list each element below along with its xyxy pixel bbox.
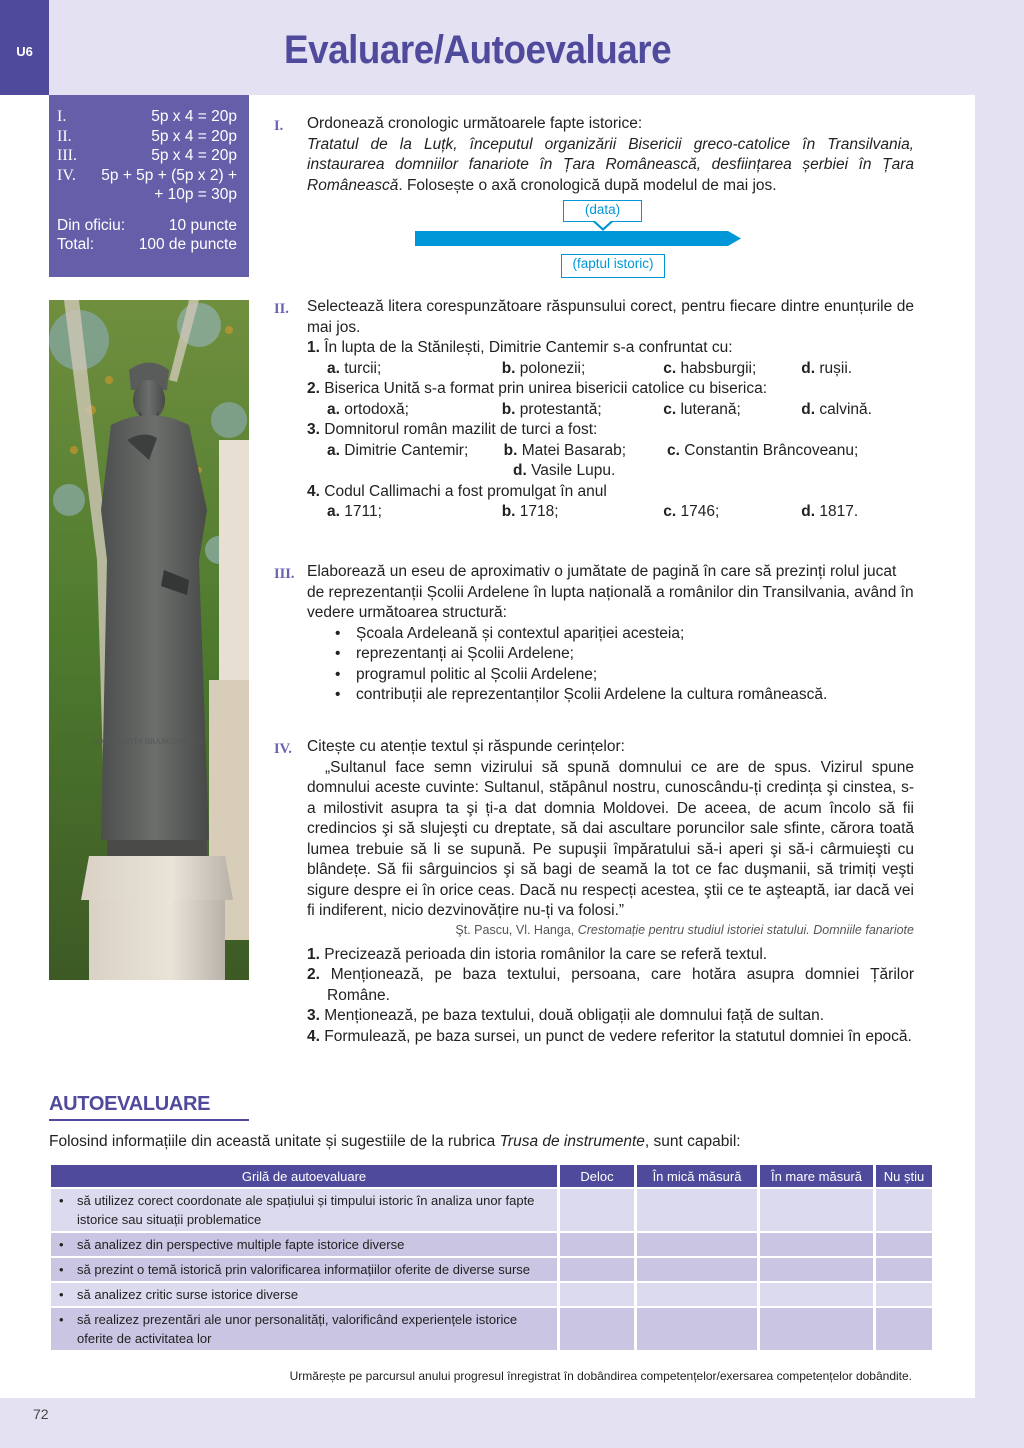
cell-deloc[interactable] (560, 1258, 634, 1281)
timeline-fact-box: (faptul istoric) (561, 254, 665, 278)
option-d[interactable]: d. Vasile Lupu. (513, 462, 616, 479)
question: 4. Codul Callimachi a fost promulgat în anul (307, 482, 607, 500)
page-number: 72 (33, 1406, 49, 1422)
option-c[interactable]: c. luterană; (663, 400, 741, 418)
din-oficiu-label: Din oficiu: (57, 216, 126, 234)
exercise-number: IV. (274, 741, 292, 757)
option-a[interactable]: a. turcii; (327, 359, 382, 377)
cell-deloc[interactable] (560, 1233, 634, 1256)
task-list (307, 945, 914, 1048)
criterion: • să analizez din perspective multiple fapte istorice diverse (51, 1233, 557, 1256)
option-d[interactable]: d. calvină. (801, 400, 872, 418)
task: 4. Formulează, pe baza sursei, un punct de vedere referitor la statutul domniei în epocă. (307, 1027, 912, 1045)
option-b[interactable]: b. polonezii; (501, 359, 586, 377)
option-a[interactable]: a. Dimitrie Cantemir; (327, 441, 469, 459)
autoevaluare-heading: AUTOEVALUARE (49, 1093, 211, 1115)
facts-tail: . Folosește o axă cronologică după modelul de mai jos. (398, 176, 777, 194)
points-label: I. (57, 108, 67, 125)
exercise-number: I. (274, 118, 284, 134)
option-c[interactable]: c. Constantin Brâncoveanu; (667, 441, 859, 459)
answer-options (327, 359, 914, 380)
column-header-nu-stiu: Nu știu (876, 1165, 932, 1187)
answer-options (327, 502, 914, 523)
option-c[interactable]: c. 1746; (663, 503, 720, 520)
cell-mare-masura[interactable] (760, 1308, 873, 1350)
source-citation: Şt. Pascu, Vl. Hanga, Crestomație pentru studiul istoriei statului. Domniile fanariote (455, 922, 914, 937)
unit-tab (0, 0, 49, 95)
question: 2. Biserica Unită s-a format prin unirea bisericii catolice cu biserica: (307, 380, 768, 397)
points-row (57, 166, 237, 186)
exercise-instruction: Citește cu atenție textul și răspunde cerințelor: (307, 738, 625, 755)
pedestal-inscription: CONSTANTIN BRANCOVEANU (92, 737, 206, 746)
points-row-continuation (57, 185, 237, 205)
page-title: Evaluare/Autoevaluare (284, 28, 672, 72)
exercise-instruction: Elaborează un eseu de aproximativ o jumătate de pagină în care să prezinți rolul jucat de reprezentanții Școlii Ardelene în lupta națională a românilor din Transilvania, având în vedere următoarea structură: (307, 563, 914, 621)
cell-nu-stiu[interactable] (876, 1233, 932, 1256)
list-item: • programul politic al Școlii Ardelene; (335, 665, 914, 686)
list-item: • reprezentanți ai Școlii Ardelene; (335, 644, 914, 665)
question-list (307, 338, 914, 523)
cell-mica-masura[interactable] (637, 1189, 757, 1231)
points-row (57, 107, 237, 127)
cell-nu-stiu[interactable] (876, 1258, 932, 1281)
option-a[interactable]: a. ortodoxă; (327, 400, 409, 418)
points-value: 5p x 4 = 20p (151, 147, 237, 164)
criterion: • să analizez critic surse istorice diverse (51, 1283, 557, 1306)
exercise-3 (274, 562, 914, 706)
cell-mica-masura[interactable] (637, 1233, 757, 1256)
statue-image (49, 300, 249, 980)
timeline-arrow (415, 231, 741, 246)
timeline-date-box: (data) (563, 200, 642, 222)
option-a[interactable]: a. 1711; (327, 503, 382, 520)
criterion: • să utilizez corect coordonate ale spațiului și timpului istoric în analiza unor fapte istorice sau situații problematice (51, 1189, 557, 1231)
table-row (51, 1308, 932, 1350)
autoevaluare-intro: Folosind informațiile din această unitate și sugestiile de la rubrica Trusa de instrumente, sunt capabil: (49, 1133, 741, 1150)
points-label: III. (57, 147, 77, 164)
table-row (51, 1233, 932, 1256)
statue-photo (49, 300, 249, 980)
cell-mica-masura[interactable] (637, 1283, 757, 1306)
column-header-mare-masura: În mare măsură (760, 1165, 873, 1187)
option-d[interactable]: d. 1817. (801, 503, 859, 520)
exercise-number: III. (274, 566, 295, 582)
self-assessment-grid (48, 1163, 935, 1352)
option-c[interactable]: c. habsburgii; (663, 359, 757, 377)
points-value: 5p + 5p + (5p x 2) + (101, 166, 237, 184)
footer-note: Urmărește pe parcursul anului progresul înregistrat în dobândirea competențelor/exersarea competențelor dobândite. (289, 1369, 912, 1383)
answer-options (327, 441, 914, 462)
cell-mare-masura[interactable] (760, 1258, 873, 1281)
cell-nu-stiu[interactable] (876, 1308, 932, 1350)
column-header-criteria: Grilă de autoevaluare (51, 1165, 557, 1187)
exercise-2 (274, 297, 914, 523)
cell-deloc[interactable] (560, 1283, 634, 1306)
points-value: + 10p = 30p (154, 186, 237, 203)
cell-mare-masura[interactable] (760, 1283, 873, 1306)
points-label: II. (57, 127, 72, 145)
points-box (49, 95, 249, 277)
total-value: 100 de puncte (138, 236, 237, 253)
total-label: Total: (57, 236, 95, 253)
exercise-instruction: Ordonează cronologic următoarele fapte istorice: (307, 115, 643, 132)
exercise-instruction: Selectează litera corespunzătoare răspunsului corect, pentru fiecare dintre enunțurile de mai jos. (307, 298, 914, 336)
source-quote: „Sultanul face semn vizirului să spună domnului ce are de spus. Vizirul spune domnului aceste cuvinte: Sultanul, stăpânul nostru, cunoscându-ți credința şi cinstea, s-a milostivit asupra ta şi ți-a dat domnia Moldovei. De aceea, de acum încolo să fii credincios şi să slujeşti cu dreptate, să dai ascultare poruncilor sale sfinte, cărora toată lumea trebuie să li se supună. Pe supuşii împăratului să-i aperi şi să-i cârmuieşti cu blândețe. Să fii sârguincios şi să bagi de seamă la tot ce fac duşmanii, să trimiți veşti sigure despre ei în orice ceas. Dacă nu respecți acestea, ştii ce te aşteaptă, iar dacă vei fi indiferent, nicio dezvinovățire nu-ți va folosi.” (307, 758, 914, 919)
task: 2. Menționează, pe baza textului, persoana, care hotăra asupra domniei Țărilor Române. (307, 966, 914, 1004)
cell-nu-stiu[interactable] (876, 1189, 932, 1231)
points-row (57, 127, 237, 147)
timeline-diagram (274, 200, 914, 280)
points-value: 5p x 4 = 20p (151, 127, 237, 145)
cell-mare-masura[interactable] (760, 1189, 873, 1231)
answer-options (327, 400, 914, 421)
criterion: • să prezint o temă istorică prin valorificarea informațiilor oferite de diverse surse (51, 1258, 557, 1281)
essay-structure-list (335, 624, 914, 706)
option-b[interactable]: b. 1718; (501, 503, 559, 520)
facts-list: Tratatul de la Luțk, începutul organizării Bisericii greco-catolice în Transilvania, instaurarea domniilor fanariote în Țara Românească, desființarea șerbiei în Țara Românească (307, 135, 914, 194)
points-row (57, 146, 237, 166)
exercise-1 (274, 114, 914, 280)
exercise-4 (274, 737, 914, 1047)
task: 3. Menționează, pe baza textului, două obligații ale domnului față de sultan. (307, 1007, 825, 1024)
cell-mare-masura[interactable] (760, 1233, 873, 1256)
table-row (51, 1283, 932, 1306)
points-label: IV. (57, 166, 76, 184)
option-b[interactable]: b. protestantă; (501, 400, 602, 418)
answer-options (327, 461, 914, 482)
list-item: • contribuții ale reprezentanților Școlii Ardelene la cultura românească. (335, 685, 914, 706)
column-header-mica-masura: În mică măsură (637, 1165, 757, 1187)
cell-mica-masura[interactable] (637, 1258, 757, 1281)
unit-label: U6 (16, 44, 33, 59)
option-d[interactable]: d. rușii. (801, 359, 853, 377)
exercise-number: II. (274, 301, 289, 317)
din-oficiu-row (57, 216, 237, 236)
cell-deloc[interactable] (560, 1308, 634, 1350)
criterion: • să realizez prezentări ale unor personalități, valorificând experiențele istorice oferite de activitatea lor (51, 1308, 557, 1350)
task: 1. Precizează perioada din istoria românilor la care se referă textul. (307, 945, 768, 963)
points-value: 5p x 4 = 20p (151, 108, 237, 125)
cell-deloc[interactable] (560, 1189, 634, 1231)
cell-mica-masura[interactable] (637, 1308, 757, 1350)
question: 1. În lupta de la Stănilești, Dimitrie Cantemir s-a confruntat cu: (307, 339, 733, 356)
total-row (57, 235, 237, 255)
table-row (51, 1258, 932, 1281)
table-row (51, 1189, 932, 1231)
list-item: • Școala Ardeleană și contextul apariției acesteia; (335, 624, 914, 645)
column-header-deloc: Deloc (560, 1165, 634, 1187)
din-oficiu-value: 10 puncte (168, 216, 237, 234)
question: 3. Domnitorul român mazilit de turci a fost: (307, 421, 598, 438)
cell-nu-stiu[interactable] (876, 1283, 932, 1306)
option-b[interactable]: b. Matei Basarab; (503, 441, 627, 459)
heading-underline (49, 1119, 249, 1121)
